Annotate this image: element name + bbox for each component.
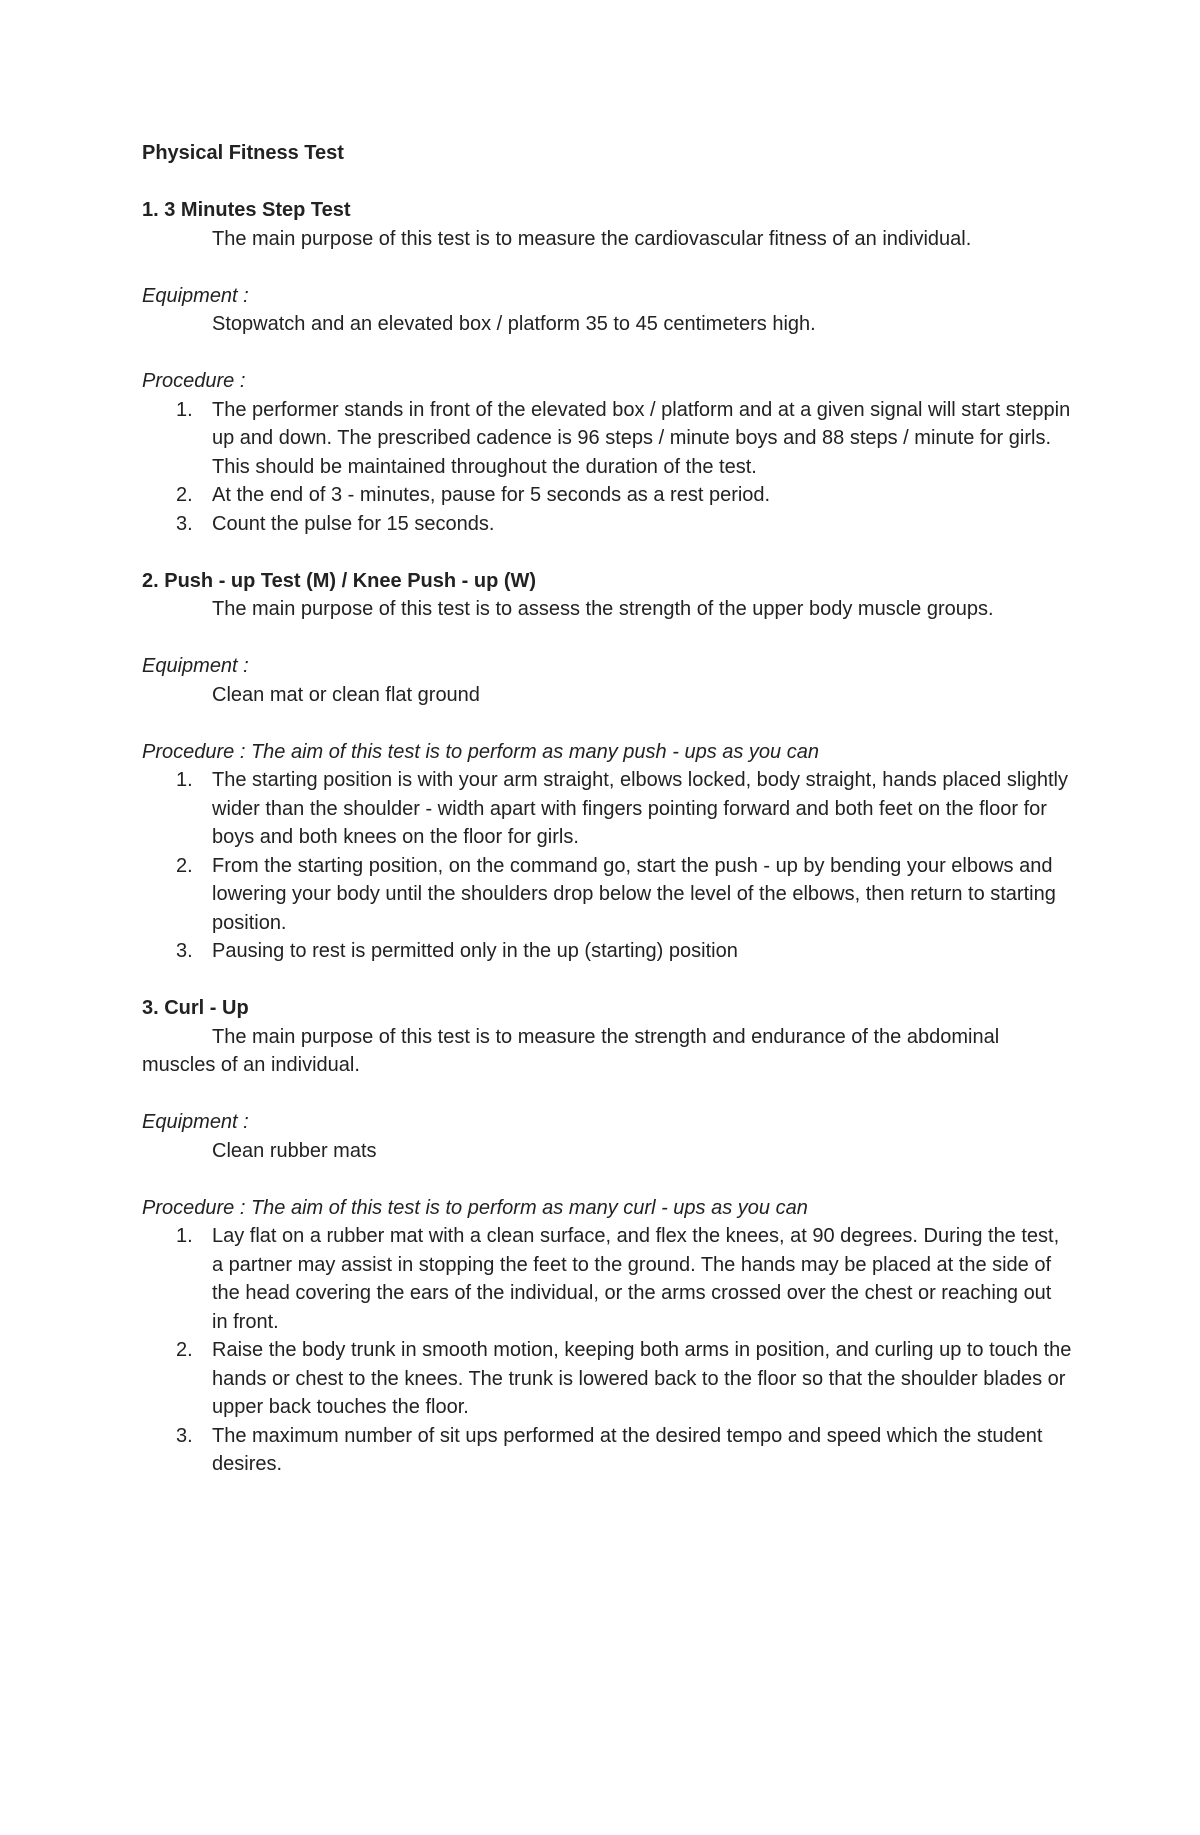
list-number: 2. (176, 1339, 193, 1361)
list-item-text: The starting position is with your arm straight, elbows locked, body straight, hands placed slightly wider than the shoulder - width apart with fingers pointing forward and both feet on the floor for boys and both knees on the floor for girls. (212, 769, 1068, 848)
list-item-text: From the starting position, on the command go, start the push - up by bending your elbows and lowering your body until the shoulders drop below the level of the elbows, then return to starting position. (212, 854, 1056, 934)
spacer (142, 624, 1072, 653)
equipment-text-step-test: Stopwatch and an elevated box / platform 35 to 45 centimeters high. (212, 313, 816, 335)
list-number: 3. (176, 512, 193, 535)
procedure-list-step-test (142, 396, 1072, 539)
list-number: 1. (176, 398, 193, 421)
list-item (142, 937, 1072, 966)
list-number: 1. (176, 769, 193, 791)
list-item-text: The maximum number of sit ups performed at the desired tempo and speed which the student desires. (212, 1424, 1043, 1475)
equipment-text-push-up: Clean mat or clean flat ground (212, 683, 480, 706)
spacer (142, 1080, 1072, 1109)
spacer (142, 709, 1072, 738)
procedure-label-curl-up: Procedure : The aim of this test is to perform as many curl - ups as you can (142, 1196, 808, 1219)
procedure-label-push-up: Procedure : The aim of this test is to perform as many push - ups as you can (142, 740, 819, 763)
equipment-label-step-test: Equipment : (142, 284, 249, 307)
equipment-label-curl-up: Equipment : (142, 1111, 249, 1133)
list-number: 3. (176, 1424, 193, 1447)
list-item (142, 766, 1072, 852)
equipment-label-push-up: Equipment : (142, 655, 249, 677)
list-item-text: Count the pulse for 15 seconds. (212, 512, 495, 535)
section-heading-curl-up: 3. Curl - Up (142, 997, 249, 1019)
document-page (142, 139, 1072, 1479)
list-number: 2. (176, 854, 193, 877)
section-purpose-curl-up: The main purpose of this test is to measure the strength and endurance of the abdominal muscles of an individual. (142, 1025, 1000, 1076)
procedure-list-push-up (142, 766, 1072, 966)
list-item (142, 1222, 1072, 1336)
spacer (142, 538, 1072, 567)
list-item (142, 1336, 1072, 1422)
spacer (142, 966, 1072, 995)
list-item (142, 1422, 1072, 1479)
list-number: 2. (176, 484, 193, 506)
spacer (142, 253, 1072, 282)
procedure-label-step-test: Procedure : (142, 370, 246, 392)
procedure-list-curl-up (142, 1222, 1072, 1479)
spacer (142, 1165, 1072, 1194)
list-item (142, 510, 1072, 539)
equipment-text-curl-up: Clean rubber mats (212, 1139, 377, 1162)
list-item (142, 481, 1072, 510)
section-heading-push-up: 2. Push - up Test (M) / Knee Push - up (W) (142, 569, 537, 592)
section-purpose-step-test: The main purpose of this test is to measure the cardiovascular fitness of an individual. (212, 227, 972, 250)
section-purpose-push-up: The main purpose of this test is to assess the strength of the upper body muscle groups. (212, 598, 994, 620)
list-item-text: Lay flat on a rubber mat with a clean surface, and flex the knees, at 90 degrees. During the test, a partner may assist in stopping the feet to the ground. The hands may be placed at the side of the head covering the ears of the individual, or the arms crossed over the chest or reaching out in front. (212, 1225, 1060, 1333)
document-title: Physical Fitness Test (142, 142, 344, 164)
spacer (142, 168, 1072, 197)
list-item (142, 396, 1072, 482)
list-number: 1. (176, 1225, 193, 1247)
list-item-text: Raise the body trunk in smooth motion, keeping both arms in position, and curling up to touch the hands or chest to the knees. The trunk is lowered back to the floor so that the shoulder blades or upper back touches the floor. (212, 1339, 1072, 1418)
section-heading-step-test: 1. 3 Minutes Step Test (142, 199, 351, 221)
spacer (142, 339, 1072, 368)
list-item-text: At the end of 3 - minutes, pause for 5 seconds as a rest period. (212, 484, 771, 506)
list-number: 3. (176, 940, 193, 962)
list-item (142, 852, 1072, 938)
list-item-text: The performer stands in front of the elevated box / platform and at a given signal will start steppin up and down. The prescribed cadence is 96 steps / minute boys and 88 steps / minute for girls. This should be maintained throughout the duration of the test. (212, 398, 1071, 478)
list-item-text: Pausing to rest is permitted only in the up (starting) position (212, 940, 738, 962)
